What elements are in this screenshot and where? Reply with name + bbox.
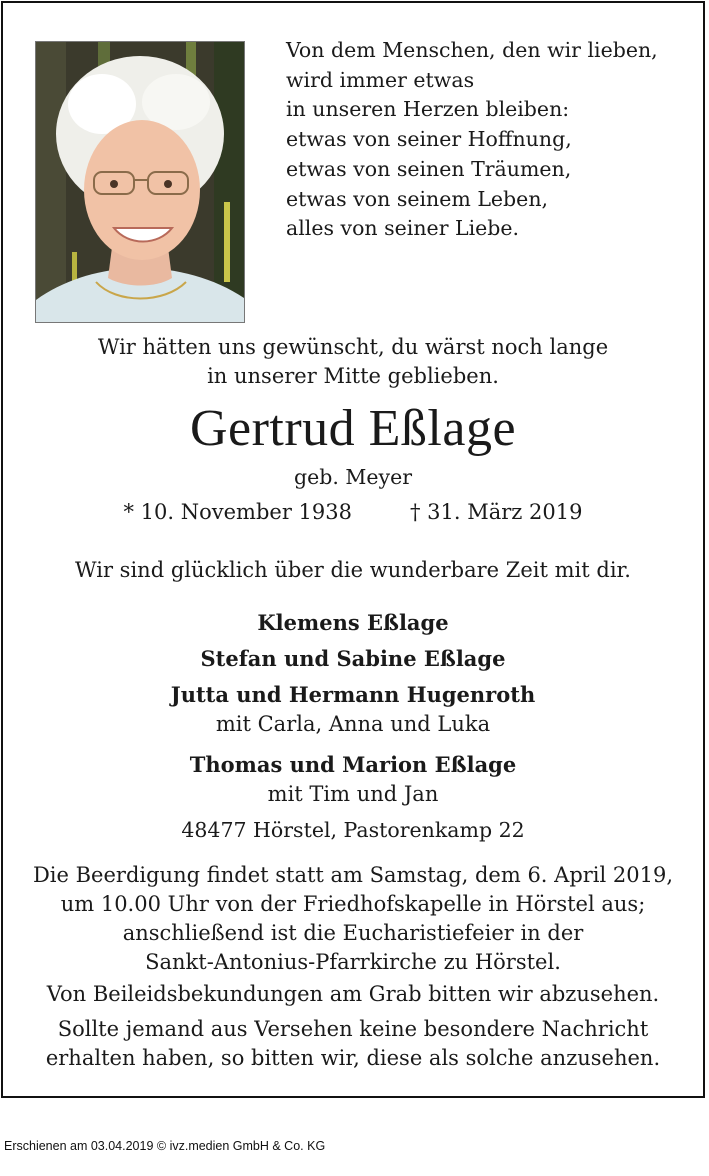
publication-footer: Erschienen am 03.04.2019 © ivz.medien GmbH & Co. KG — [4, 1139, 326, 1153]
lead-text — [3, 333, 703, 391]
deceased-name: Gertrud Eßlage — [189, 400, 517, 457]
poem-line: etwas von seinen Träumen, — [286, 156, 572, 181]
mourners-list — [3, 605, 703, 805]
poem-line: etwas von seinem Leben, — [286, 186, 549, 211]
note-line: Sollte jemand aus Versehen keine besondere Nachricht — [57, 1017, 649, 1041]
burial-line: Die Beerdigung findet statt am Samstag, dem 6. April 2019, — [32, 863, 674, 887]
mourner-name: Jutta und Hermann Hugenroth — [170, 682, 536, 707]
poem-line: etwas von seiner Hoffnung, — [286, 127, 572, 152]
death-date: † 31. März 2019 — [410, 500, 583, 524]
poem-line: in unseren Herzen bleiben: — [286, 97, 570, 122]
lead-line: in unserer Mitte geblieben. — [207, 364, 499, 388]
mourner-name: Klemens Eßlage — [257, 610, 449, 635]
gratitude-line: Wir sind glücklich über die wunderbare Zeit mit dir. — [75, 558, 631, 582]
birth-date: * 10. November 1938 — [123, 500, 352, 524]
mourner-children: mit Carla, Anna und Luka — [215, 712, 491, 736]
mourner-name: Stefan und Sabine Eßlage — [200, 646, 506, 671]
obituary-notice — [1, 1, 705, 1098]
life-dates — [3, 498, 703, 526]
notification-note — [3, 1015, 703, 1073]
condolence-note: Von Beileidsbekundungen am Grab bitten wir abzusehen. — [46, 982, 660, 1006]
birth-name: geb. Meyer — [293, 465, 413, 489]
mourner-children: mit Tim und Jan — [267, 782, 439, 806]
mourner-name: Thomas und Marion Eßlage — [189, 752, 517, 777]
poem-line: alles von seiner Liebe. — [286, 216, 520, 241]
burial-info — [3, 861, 703, 977]
poem-line: wird immer etwas — [286, 67, 475, 92]
burial-line: um 10.00 Uhr von der Friedhofskapelle in Hörstel aus; — [60, 892, 646, 916]
burial-line: anschließend ist die Eucharistiefeier in der — [122, 921, 584, 945]
poem — [286, 36, 696, 244]
portrait-photo — [35, 41, 245, 323]
lead-line: Wir hätten uns gewünscht, du wärst noch lange — [97, 335, 609, 359]
address: 48477 Hörstel, Pastorenkamp 22 — [181, 818, 525, 842]
burial-line: Sankt-Antonius-Pfarrkirche zu Hörstel. — [145, 950, 561, 974]
note-line: erhalten haben, so bitten wir, diese als solche anzusehen. — [45, 1046, 661, 1070]
poem-line: Von dem Menschen, den wir lieben, — [286, 38, 658, 62]
